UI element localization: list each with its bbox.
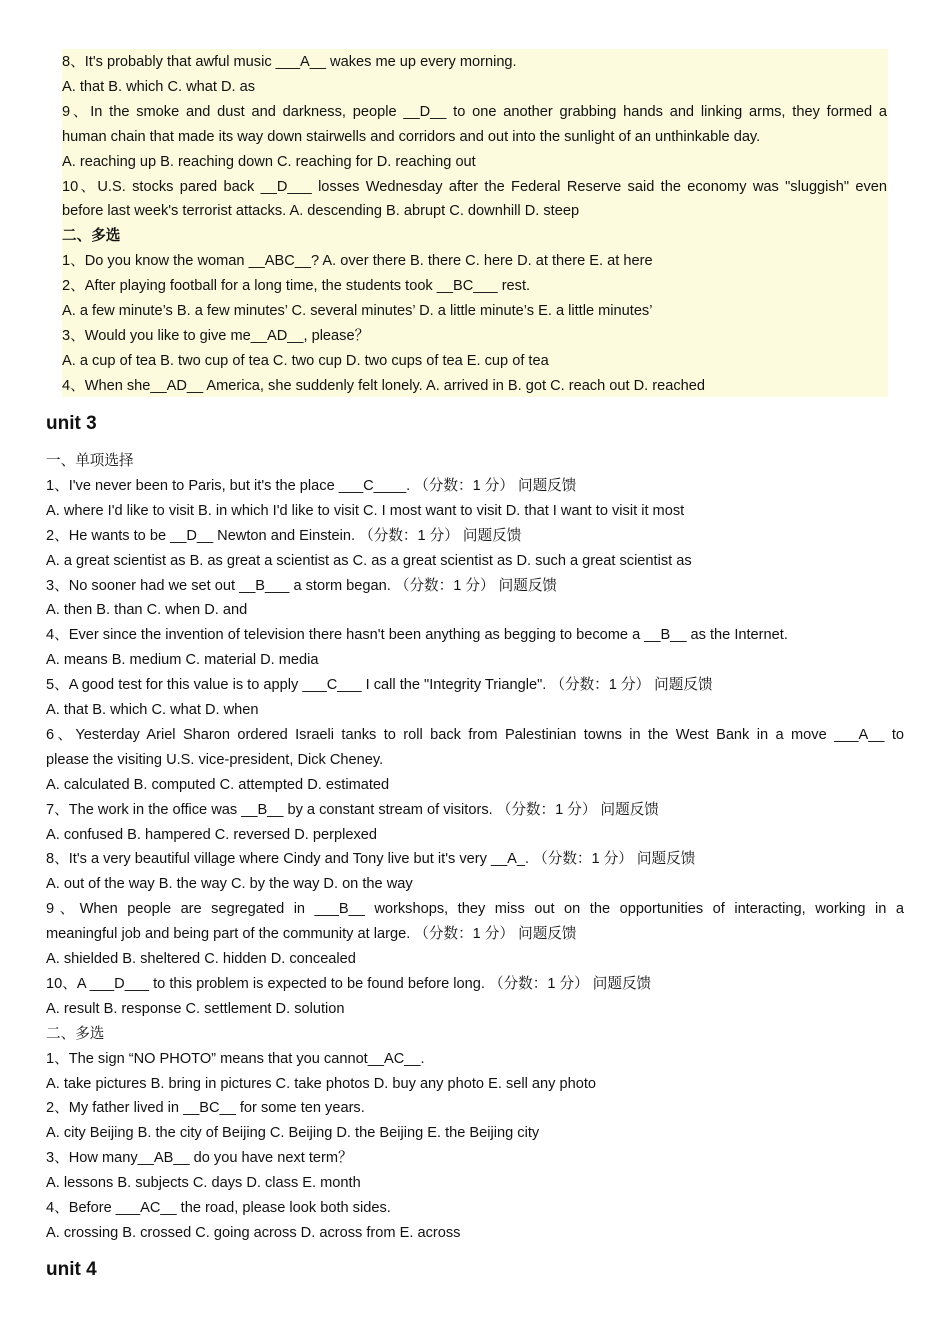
unit-3-line: 1、The sign “NO PHOTO” means that you cannot__AC__.: [46, 1050, 425, 1067]
unit-3-line: A. where I'd like to visit B. in which I'd like to visit C. I most want to visit D. that I want to visit it most: [46, 502, 685, 519]
unit-3-line: A. a great scientist as B. as great a scientist as C. as a great scientist as D. such a great scientist as: [46, 552, 692, 569]
unit-3-line: 3、How many__AB__ do you have next term？: [46, 1150, 353, 1167]
previous-unit-line: 9、In the smoke and dust and darkness, people __D__ to one another grabbing hands and linking arms, they formed a: [62, 103, 887, 120]
previous-unit-line: 8、It's probably that awful music ___A__ wakes me up every morning.: [62, 54, 517, 70]
unit-3-line: 10、A ___D___ to this problem is expected to be found before long. （分数：1 分） 问题反馈: [46, 975, 652, 992]
previous-unit-line: 1、Do you know the woman __ABC__? A. over there B. there C. here D. at there E. at here: [62, 253, 653, 270]
unit-3-line: A. shielded B. sheltered C. hidden D. concealed: [46, 951, 356, 967]
unit-3-line: A. city Beijing B. the city of Beijing C. Beijing D. the Beijing E. the Beijing city: [46, 1125, 540, 1142]
previous-unit-line: 2、After playing football for a long time, the students took __BC___ rest.: [62, 278, 531, 295]
unit-3-line: 2、My father lived in __BC__ for some ten years.: [46, 1100, 365, 1117]
previous-unit-line: 4、When she__AD__ America, she suddenly felt lonely. A. arrived in B. got C. reach out D. reached: [62, 377, 706, 394]
unit-3-heading: unit 3: [46, 413, 97, 434]
unit-3-line: A. out of the way B. the way C. by the way D. on the way: [46, 876, 413, 893]
unit-3-line: 一、单项选择: [46, 453, 134, 469]
unit-3-line: please the visiting U.S. vice-president, Dick Cheney.: [46, 751, 384, 768]
unit-3-line: 6、Yesterday Ariel Sharon ordered Israeli tanks to roll back from Palestinian towns in the West Bank in a move ___A__ to: [46, 726, 904, 743]
previous-unit-line: 10、U.S. stocks pared back __D___ losses Wednesday after the Federal Reserve said the economy was "sluggish" even: [62, 178, 887, 195]
previous-unit-line: 3、Would you like to give me__AD__, please？: [62, 327, 370, 344]
unit-3-line: A. calculated B. computed C. attempted D. estimated: [46, 776, 390, 793]
unit-3-line: A. crossing B. crossed C. going across D. across from E. across: [46, 1224, 461, 1241]
unit-3-line: A. then B. than C. when D. and: [46, 602, 248, 619]
previous-unit-line: A. a few minute’s B. a few minutes’ C. several minutes’ D. a little minute’s E. a little minutes’: [62, 303, 653, 319]
previous-unit-line: before last week's terrorist attacks. A. descending B. abrupt C. downhill D. steep: [62, 203, 580, 220]
unit-3-line: 1、I've never been to Paris, but it's the place ___C____. （分数：1 分） 问题反馈: [46, 477, 577, 494]
unit-3-line: A. that B. which C. what D. when: [46, 702, 259, 718]
unit-3-line: 4、Before ___AC__ the road, please look both sides.: [46, 1200, 391, 1216]
unit-3-line: 2、He wants to be __D__ Newton and Einstein. （分数：1 分） 问题反馈: [46, 527, 522, 544]
unit-3-line: A. take pictures B. bring in pictures C. take photos D. buy any photo E. sell any photo: [46, 1075, 597, 1092]
unit-3-line: A. lessons B. subjects C. days D. class E. month: [46, 1175, 361, 1192]
unit-3-line: A. result B. response C. settlement D. solution: [46, 1000, 345, 1017]
unit-3-line: 4、Ever since the invention of television there hasn't been anything as begging to become a __B__ as the Internet.: [46, 627, 788, 644]
unit-4-heading: unit 4: [46, 1259, 97, 1280]
previous-unit-line: A. that B. which C. what D. as: [62, 78, 256, 95]
unit-3-line: 7、The work in the office was __B__ by a constant stream of visitors. （分数：1 分） 问题反馈: [46, 801, 659, 818]
unit-3-line: meaningful job and being part of the community at large. （分数：1 分） 问题反馈: [46, 926, 577, 943]
previous-unit-line: 二、多选: [62, 228, 121, 245]
unit-3-line: 二、多选: [46, 1025, 105, 1042]
previous-unit-line: human chain that made its way down stairwells and corridors and out into the sunlight of an unthinkable day.: [62, 128, 761, 145]
unit-3-line: 5、A good test for this value is to apply ___C___ I call the "Integrity Triangle". （分数：1 分） 问题反馈: [46, 677, 713, 694]
unit-3-line: A. means B. medium C. material D. media: [46, 652, 319, 669]
unit-3-line: 3、No sooner had we set out __B___ a storm began. （分数：1 分） 问题反馈: [46, 577, 558, 594]
unit-3-line: 9、When people are segregated in ___B__ workshops, they miss out on the opportunities of interacting, working in a: [46, 901, 904, 918]
unit-3-line: A. confused B. hampered C. reversed D. perplexed: [46, 826, 377, 843]
previous-unit-line: A. a cup of tea B. two cup of tea C. two cup D. two cups of tea E. cup of tea: [62, 352, 549, 369]
unit-3-line: 8、It's a very beautiful village where Cindy and Tony live but it's very __A_. （分数：1 分） 问题反馈: [46, 851, 696, 868]
previous-unit-line: A. reaching up B. reaching down C. reaching for D. reaching out: [62, 153, 476, 170]
